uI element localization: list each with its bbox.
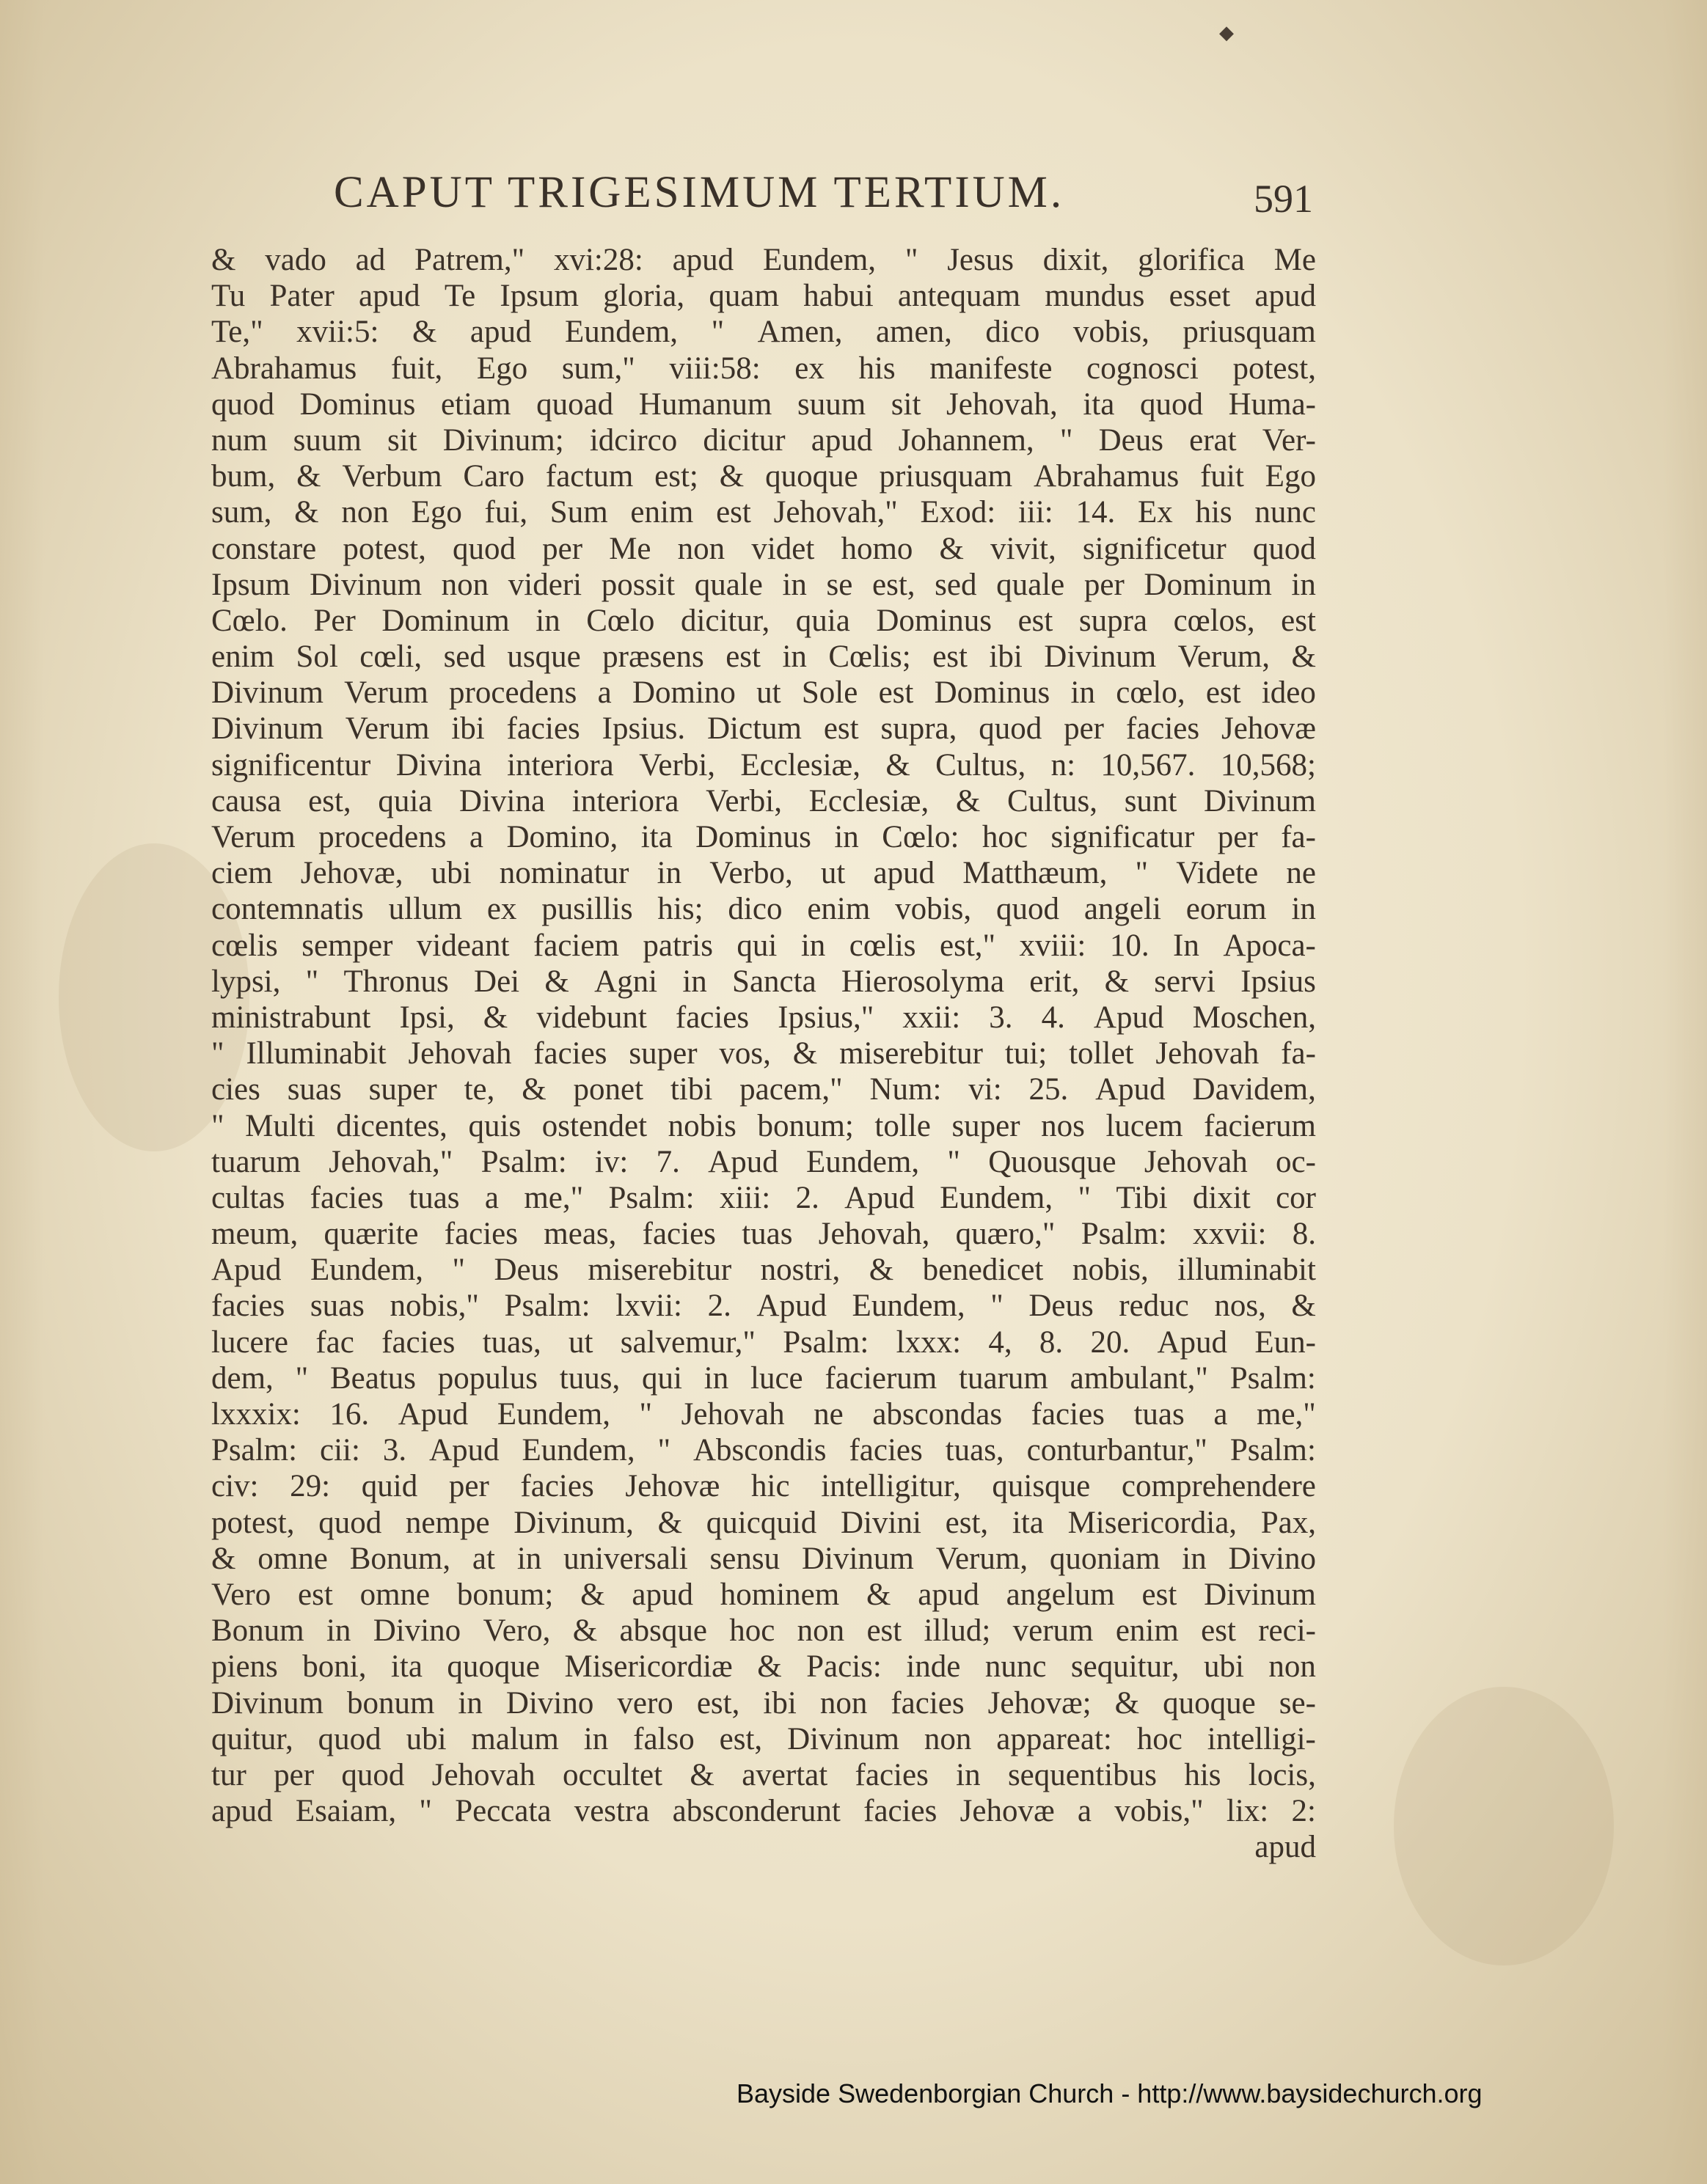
text-line: lypsi, " Thronus Dei & Agni in Sancta Hierosolyma erit, & servi Ipsius [211, 964, 1316, 999]
text-line: apud Esaiam, " Peccata vestra absconderunt facies Jehovæ a vobis," lix: 2: [211, 1794, 1316, 1829]
text-line: & omne Bonum, at in universali sensu Divinum Verum, quoniam in Divino [211, 1541, 1316, 1576]
text-line: piens boni, ita quoque Misericordiæ & Pacis: inde nunc sequitur, ubi non [211, 1649, 1316, 1685]
text-line: Ipsum Divinum non videri possit quale in se est, sed quale per Dominum in [211, 567, 1316, 602]
text-line: ciem Jehovæ, ubi nominatur in Verbo, ut apud Matthæum, " Videte ne [211, 856, 1316, 891]
catchword-line [211, 1829, 1316, 1865]
text-line: cies suas super te, & ponet tibi pacem," Num: vi: 25. Apud Davidem, [211, 1072, 1316, 1107]
text-line: & vado ad Patrem," xvi:28: apud Eundem, " Jesus dixit, glorifica Me [211, 243, 1316, 277]
text-line: num suum sit Divinum; idcirco dicitur apud Johannem, " Deus erat Ver- [211, 422, 1316, 458]
text-line: Bonum in Divino Vero, & absque hoc non est illud; verum enim est reci- [211, 1613, 1316, 1649]
text-line: cultas facies tuas a me," Psalm: xiii: 2. Apud Eundem, " Tibi dixit cor [211, 1180, 1316, 1215]
text-line: quitur, quod ubi malum in falso est, Divinum non appareat: hoc intelligi- [211, 1721, 1316, 1756]
text-line: Tu Pater apud Te Ipsum gloria, quam habui antequam mundus esset apud [211, 279, 1316, 314]
text-line: causa est, quia Divina interiora Verbi, Ecclesiæ, & Cultus, sunt Divinum [211, 783, 1316, 818]
text-line: " Illuminabit Jehovah facies super vos, & miserebitur tui; tollet Jehovah fa- [211, 1036, 1316, 1071]
text-line: tuarum Jehovah," Psalm: iv: 7. Apud Eundem, " Quousque Jehovah oc- [211, 1144, 1316, 1179]
text-line: tur per quod Jehovah occultet & avertat facies in sequentibus his locis, [211, 1757, 1316, 1792]
text-line: dem, " Beatus populus tuus, qui in luce facierum tuarum ambulant," Psalm: [211, 1360, 1316, 1396]
text-line: Psalm: cii: 3. Apud Eundem, " Abscondis facies tuas, conturbantur," Psalm: [211, 1433, 1316, 1468]
text-line: Verum procedens a Domino, ita Dominus in Cœlo: hoc significatur per fa- [211, 820, 1316, 854]
text-line: contemnatis ullum ex pusillis his; dico enim vobis, quod angeli eorum in [211, 892, 1316, 927]
running-title: CAPUT TRIGESIMUM TERTIUM. [334, 168, 1065, 217]
page-number: 591 [1254, 177, 1313, 221]
text-line: Cœlo. Per Dominum in Cœlo dicitur, quia Dominus est supra cœlos, est [211, 603, 1316, 638]
text-line: Te," xvii:5: & apud Eundem, " Amen, amen, dico vobis, priusquam [211, 315, 1316, 350]
text-line: potest, quod nempe Divinum, & quicquid Divini est, ita Misericordia, Pax, [211, 1505, 1316, 1540]
text-line: lucere fac facies tuas, ut salvemur," Psalm: lxxx: 4, 8. 20. Apud Eun- [211, 1324, 1316, 1360]
catchword: apud [1254, 1830, 1316, 1865]
text-line: " Multi dicentes, quis ostendet nobis bonum; tolle super nos lucem facierum [211, 1108, 1316, 1143]
text-line: civ: 29: quid per facies Jehovæ hic intelligitur, quisque comprehendere [211, 1469, 1316, 1504]
text-line: ministrabunt Ipsi, & videbunt facies Ipsius," xxii: 3. 4. Apud Moschen, [211, 1000, 1316, 1035]
page-header [334, 167, 1313, 233]
text-line: enim Sol cœli, sed usque præsens est in Cœlis; est ibi Divinum Verum, & [211, 640, 1316, 675]
footer-watermark: Bayside Swedenborgian Church - http://www.baysidechurch.org [736, 2078, 1483, 2108]
ornament-dot: ◆ [1219, 22, 1234, 43]
text-line: Apud Eundem, " Deus miserebitur nostri, & benedicet nobis, illuminabit [211, 1253, 1316, 1288]
text-line: lxxxix: 16. Apud Eundem, " Jehovah ne abscondas facies tuas a me," [211, 1397, 1316, 1432]
text-line: facies suas nobis," Psalm: lxvii: 2. Apud Eundem, " Deus reduc nos, & [211, 1289, 1316, 1324]
text-line: Divinum bonum in Divino vero est, ibi non facies Jehovæ; & quoque se- [211, 1685, 1316, 1721]
text-line: Vero est omne bonum; & apud hominem & apud angelum est Divinum [211, 1577, 1316, 1612]
text-line: meum, quærite facies meas, facies tuas Jehovah, quæro," Psalm: xxvii: 8. [211, 1217, 1316, 1252]
text-line: Divinum Verum ibi facies Ipsius. Dictum est supra, quod per facies Jehovæ [211, 711, 1316, 747]
text-line: cœlis semper videant faciem patris qui in cœlis est," xviii: 10. In Apoca- [211, 928, 1316, 963]
text-line: constare potest, quod per Me non videt homo & vivit, significetur quod [211, 531, 1316, 566]
text-line: significentur Divina interiora Verbi, Ecclesiæ, & Cultus, n: 10,567. 10,568; [211, 747, 1316, 783]
paper-stain [1394, 1687, 1614, 1965]
text-line: Divinum Verum procedens a Domino ut Sole est Dominus in cœlo, est ideo [211, 675, 1316, 711]
text-line: quod Dominus etiam quoad Humanum suum sit Jehovah, ita quod Huma- [211, 386, 1316, 422]
text-line: sum, & non Ego fui, Sum enim est Jehovah," Exod: iii: 14. Ex his nunc [211, 495, 1316, 530]
text-line: Abrahamus fuit, Ego sum," viii:58: ex his manifeste cognosci potest, [211, 351, 1316, 386]
text-line: bum, & Verbum Caro factum est; & quoque priusquam Abrahamus fuit Ego [211, 459, 1316, 494]
body-text [211, 242, 1316, 1865]
